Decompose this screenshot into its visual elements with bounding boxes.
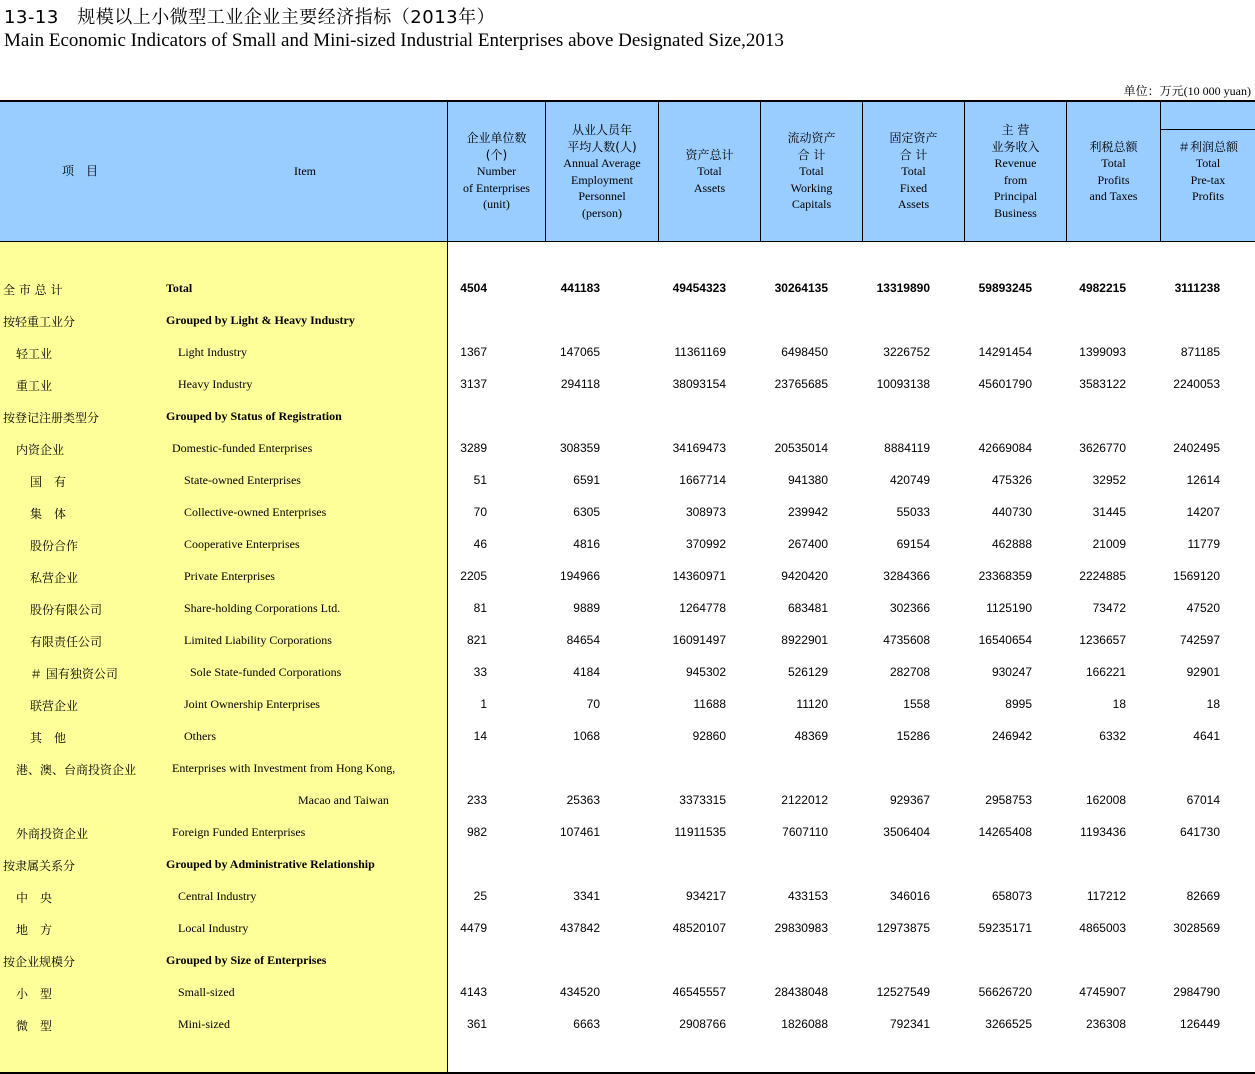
table-cell-value: 59235171 bbox=[978, 921, 1032, 935]
table-cell-value: 56626720 bbox=[978, 985, 1032, 999]
table-cell-value: 45601790 bbox=[978, 377, 1032, 391]
row-label-english: Macao and Taiwan bbox=[298, 793, 389, 807]
table-cell-value: 742597 bbox=[1179, 633, 1220, 647]
table-row bbox=[0, 529, 1255, 561]
header-column-english-line: Personnel bbox=[578, 189, 626, 203]
header-column-english-line: from bbox=[1003, 172, 1028, 187]
table-cell-value: 47520 bbox=[1186, 601, 1220, 615]
header-column-chinese-line: 主 营 bbox=[1001, 123, 1030, 137]
table-cell-value: 11688 bbox=[693, 697, 726, 711]
header-column-english-line: Revenue bbox=[994, 156, 1037, 170]
table-cell-value: 12527549 bbox=[876, 985, 930, 999]
table-cell-value: 2205 bbox=[460, 569, 487, 583]
table-cell-value: 147065 bbox=[559, 345, 600, 359]
header-column-label bbox=[685, 147, 733, 197]
row-label-chinese: 轻工业 bbox=[16, 347, 53, 361]
header-column-english-line: Working bbox=[790, 180, 833, 195]
table-cell-value: 73472 bbox=[1092, 601, 1126, 615]
header-item-english bbox=[250, 102, 360, 241]
row-label-chinese: 港、澳、台商投资企业 bbox=[16, 763, 137, 777]
table-cell-value: 8884119 bbox=[884, 441, 930, 455]
table-cell-value: 434520 bbox=[559, 985, 600, 999]
table-cell-value: 11361169 bbox=[674, 345, 726, 359]
header-column-label bbox=[463, 130, 530, 213]
header-column-english-line: Total bbox=[901, 164, 926, 179]
row-label-english: Limited Liability Corporations bbox=[184, 633, 332, 647]
table-cell-value: 2402495 bbox=[1173, 441, 1220, 455]
table-cell-value: 117212 bbox=[1086, 889, 1126, 903]
table-cell-value: 194966 bbox=[559, 569, 600, 583]
table-cell-value: 945302 bbox=[685, 665, 726, 679]
table-cell-value: 16091497 bbox=[672, 633, 726, 647]
table-cell-value: 67014 bbox=[1186, 793, 1220, 807]
table-row bbox=[0, 465, 1255, 497]
header-column-8 bbox=[1161, 102, 1255, 241]
header-column-english-line: Annual Average bbox=[563, 156, 641, 170]
row-label-chinese: 内资企业 bbox=[16, 443, 65, 457]
header-column-english-line: Pre-tax bbox=[1190, 172, 1226, 187]
header-column-3 bbox=[659, 102, 760, 241]
row-label-chinese: 股份有限公司 bbox=[30, 603, 103, 617]
table-cell-value: 2984790 bbox=[1173, 985, 1220, 999]
table-row bbox=[0, 785, 1255, 817]
header-column-chinese-line: 固定资产 bbox=[889, 131, 938, 146]
table-cell-value: 267400 bbox=[787, 537, 828, 551]
row-label-chinese: 集 体 bbox=[30, 507, 67, 521]
row-label-english: Domestic-funded Enterprises bbox=[172, 441, 313, 455]
table-title-english: Main Economic Indicators of Small and Mini-sized Industrial Enterprises above Designated Size,2013 bbox=[4, 30, 784, 51]
table-cell-value: 25 bbox=[473, 889, 487, 903]
table-cell-value: 3626770 bbox=[1079, 441, 1126, 455]
table-cell-value: 1264778 bbox=[679, 601, 726, 615]
table-cell-value: 282708 bbox=[889, 665, 930, 679]
table-row bbox=[0, 561, 1255, 593]
table-cell-value: 871185 bbox=[1180, 345, 1220, 359]
header-column-english-line: Capitals bbox=[791, 197, 832, 212]
table-cell-value: 4735608 bbox=[883, 633, 930, 647]
table-cell-value: 6663 bbox=[573, 1017, 600, 1031]
table-cell-value: 55033 bbox=[896, 505, 930, 519]
table-cell-value: 11779 bbox=[1187, 537, 1220, 551]
row-label-english: Total bbox=[166, 281, 193, 295]
table-cell-value: 2908766 bbox=[679, 1017, 726, 1031]
table-cell-value: 92860 bbox=[692, 729, 726, 743]
table-cell-value: 4816 bbox=[573, 537, 600, 551]
table-cell-value: 4865003 bbox=[1079, 921, 1126, 935]
table-cell-value: 3341 bbox=[573, 889, 600, 903]
table-cell-value: 1 bbox=[480, 697, 487, 711]
table-cell-value: 14265408 bbox=[978, 825, 1032, 839]
table-cell-value: 441183 bbox=[560, 281, 600, 295]
table-cell-value: 29830983 bbox=[774, 921, 828, 935]
header-column-label bbox=[563, 122, 640, 221]
table-cell-value: 930247 bbox=[991, 665, 1032, 679]
header-column-6 bbox=[965, 102, 1066, 241]
table-cell-value: 821 bbox=[466, 633, 487, 647]
table-cell-value: 2224885 bbox=[1079, 569, 1126, 583]
table-cell-value: 4143 bbox=[460, 985, 487, 999]
table-row bbox=[0, 689, 1255, 721]
table-cell-value: 14291454 bbox=[978, 345, 1032, 359]
header-column-english-line: and Taxes bbox=[1089, 189, 1138, 203]
row-label-english: Collective-owned Enterprises bbox=[184, 505, 327, 519]
table-cell-value: 126449 bbox=[1179, 1017, 1220, 1031]
row-label-english: State-owned Enterprises bbox=[184, 473, 301, 487]
table-row bbox=[0, 913, 1255, 945]
row-label-english: Central Industry bbox=[178, 889, 257, 903]
table-cell-value: 3373315 bbox=[679, 793, 726, 807]
table-cell-value: 6332 bbox=[1099, 729, 1126, 743]
table-cell-value: 34169473 bbox=[672, 441, 726, 455]
table-cell-value: 475326 bbox=[991, 473, 1032, 487]
row-label-english: Light Industry bbox=[178, 345, 247, 359]
header-column-5 bbox=[863, 102, 964, 241]
table-cell-value: 70 bbox=[473, 505, 487, 519]
row-label-english: Share-holding Corporations Ltd. bbox=[184, 601, 341, 615]
row-label-english: Others bbox=[184, 729, 216, 743]
table-cell-value: 166221 bbox=[1085, 665, 1126, 679]
table-cell-value: 46 bbox=[473, 537, 487, 551]
table-cell-value: 1667714 bbox=[679, 473, 726, 487]
header-column-2 bbox=[546, 102, 658, 241]
table-row bbox=[0, 625, 1255, 657]
header-column-4 bbox=[761, 102, 862, 241]
table-cell-value: 3284366 bbox=[883, 569, 930, 583]
unit-label bbox=[1124, 82, 1251, 99]
table-cell-value: 46545557 bbox=[672, 985, 726, 999]
table-cell-value: 84654 bbox=[566, 633, 600, 647]
header-column-chinese-line: 资产总计 bbox=[685, 147, 734, 162]
table-cell-value: 12614 bbox=[1186, 473, 1220, 487]
row-label-english: Enterprises with Investment from Hong Kong, bbox=[172, 761, 396, 775]
table-cell-value: 18 bbox=[1112, 697, 1126, 711]
header-column-english-line: Total bbox=[1101, 156, 1126, 170]
header-column-label bbox=[991, 122, 1039, 221]
table-cell-value: 3226752 bbox=[883, 345, 930, 359]
table-cell-value: 1367 bbox=[460, 345, 487, 359]
table-row bbox=[0, 977, 1255, 1009]
table-cell-value: 982 bbox=[466, 825, 487, 839]
table-row bbox=[0, 369, 1255, 401]
row-label-english: Foreign Funded Enterprises bbox=[172, 825, 306, 839]
row-label-english: Grouped by Light & Heavy Industry bbox=[166, 313, 355, 327]
row-label-chinese: 国 有 bbox=[30, 475, 67, 489]
table-cell-value: 658073 bbox=[991, 889, 1032, 903]
row-label-english: Cooperative Enterprises bbox=[184, 537, 300, 551]
table-cell-value: 302366 bbox=[889, 601, 930, 615]
unit-label-chinese: 单位：万元 bbox=[1123, 84, 1184, 98]
table-cell-value: 49454323 bbox=[672, 281, 726, 295]
table-cell-value: 420749 bbox=[889, 473, 930, 487]
row-label-english: Local Industry bbox=[178, 921, 249, 935]
table-cell-value: 246942 bbox=[991, 729, 1032, 743]
table-cell-value: 69154 bbox=[896, 537, 930, 551]
row-label-chinese: 按企业规模分 bbox=[3, 955, 76, 969]
table-cell-value: 23368359 bbox=[978, 569, 1032, 583]
header-column-english-line: Assets bbox=[693, 180, 726, 195]
header-column-english-line: Employment bbox=[570, 172, 633, 187]
table-cell-value: 8922901 bbox=[781, 633, 828, 647]
table-cell-value: 308359 bbox=[559, 441, 600, 455]
row-label-chinese: 其 他 bbox=[30, 731, 67, 745]
header-column-label bbox=[1089, 139, 1137, 205]
table-cell-value: 1193436 bbox=[1080, 825, 1126, 839]
header-column-english-line: Business bbox=[994, 205, 1037, 220]
table-cell-value: 1399093 bbox=[1079, 345, 1126, 359]
table-cell-value: 38093154 bbox=[672, 377, 726, 391]
table-cell-value: 4479 bbox=[460, 921, 487, 935]
table-cell-value: 233 bbox=[466, 793, 487, 807]
table-cell-value: 6305 bbox=[573, 505, 600, 519]
header-item-chinese-label: 项 目 bbox=[61, 164, 98, 179]
row-label-chinese: 按隶属关系分 bbox=[3, 859, 76, 873]
header-column-chinese-line: 合 计 bbox=[899, 147, 928, 162]
table-cell-value: 81 bbox=[473, 601, 487, 615]
header-column-english-line: Total bbox=[799, 164, 824, 179]
table-row bbox=[0, 721, 1255, 753]
table-cell-value: 48520107 bbox=[672, 921, 726, 935]
table-cell-value: 18 bbox=[1206, 697, 1220, 711]
header-column-chinese-line: (个) bbox=[485, 147, 508, 162]
table-cell-value: 13319890 bbox=[876, 281, 930, 295]
row-label-chinese: 中 央 bbox=[16, 891, 53, 905]
row-label-chinese: 有限责任公司 bbox=[30, 635, 103, 649]
table-cell-value: 82669 bbox=[1186, 889, 1220, 903]
table-cell-value: 1558 bbox=[903, 697, 930, 711]
row-label-chinese: 按轻重工业分 bbox=[3, 315, 76, 329]
table-row bbox=[0, 497, 1255, 529]
table-row bbox=[0, 593, 1255, 625]
row-label-chinese: 外商投资企业 bbox=[16, 827, 89, 841]
header-column-chinese-line: 业务收入 bbox=[991, 139, 1040, 154]
table-cell-value: 1826088 bbox=[781, 1017, 828, 1031]
table-row bbox=[0, 849, 1255, 881]
table-row bbox=[0, 945, 1255, 977]
header-column-chinese-line: ＃利润总额 bbox=[1177, 139, 1238, 154]
table-cell-value: 6591 bbox=[573, 473, 600, 487]
table-row bbox=[0, 657, 1255, 689]
row-label-english: Private Enterprises bbox=[184, 569, 275, 583]
row-label-chinese: 重工业 bbox=[16, 379, 53, 393]
row-label-chinese: ＃ 国有独资公司 bbox=[30, 667, 118, 681]
row-label-english: Joint Ownership Enterprises bbox=[184, 697, 320, 711]
header-column-english-line: (person) bbox=[582, 205, 622, 220]
header-column-english-line: Total bbox=[697, 164, 722, 179]
table-cell-value: 32952 bbox=[1092, 473, 1126, 487]
table-cell-value: 51 bbox=[473, 473, 487, 487]
table-cell-value: 92901 bbox=[1186, 665, 1220, 679]
table-cell-value: 6498450 bbox=[781, 345, 828, 359]
row-label-chinese: 联营企业 bbox=[30, 699, 79, 713]
unit-label-english: (10 000 yuan) bbox=[1183, 84, 1251, 98]
header-column-english-line: Number bbox=[476, 164, 517, 179]
header-column-english-line: Total bbox=[1195, 156, 1221, 170]
header-column-chinese-line: 合 计 bbox=[797, 147, 826, 162]
table-cell-value: 2240053 bbox=[1173, 377, 1220, 391]
table-cell-value: 48369 bbox=[794, 729, 828, 743]
table-cell-value: 4504 bbox=[460, 281, 487, 295]
row-label-chinese: 股份合作 bbox=[30, 539, 79, 553]
table-cell-value: 2122012 bbox=[781, 793, 828, 807]
row-label-chinese: 微 型 bbox=[16, 1019, 53, 1033]
table-header bbox=[0, 102, 1255, 241]
table-cell-value: 1236657 bbox=[1079, 633, 1126, 647]
table-cell-value: 30264135 bbox=[774, 281, 828, 295]
table-cell-value: 440730 bbox=[991, 505, 1032, 519]
table-cell-value: 3266525 bbox=[985, 1017, 1032, 1031]
table-cell-value: 42669084 bbox=[978, 441, 1032, 455]
header-column-label bbox=[1178, 139, 1238, 205]
header-column-label bbox=[889, 130, 937, 213]
header-column-english-line: Assets bbox=[897, 197, 930, 212]
table-row bbox=[0, 817, 1255, 849]
table-cell-value: 1569120 bbox=[1173, 569, 1220, 583]
table-row bbox=[0, 401, 1255, 433]
table-row bbox=[0, 881, 1255, 913]
table-cell-value: 239942 bbox=[787, 505, 828, 519]
table-cell-value: 3111238 bbox=[1174, 281, 1220, 295]
table-cell-value: 59893245 bbox=[978, 281, 1032, 295]
header-column-english-line: of Enterprises bbox=[463, 180, 530, 195]
header-column-english-line: Principal bbox=[993, 189, 1038, 203]
table-cell-value: 1068 bbox=[573, 729, 600, 743]
header-column-chinese-line: 流动资产 bbox=[787, 131, 836, 146]
table-cell-value: 526129 bbox=[787, 665, 828, 679]
row-label-chinese: 地 方 bbox=[16, 923, 53, 937]
table-cell-value: 683481 bbox=[787, 601, 828, 615]
header-column-english-line: Fixed bbox=[899, 180, 928, 195]
header-column-english-line: Profits bbox=[1097, 172, 1130, 187]
table-cell-value: 20535014 bbox=[774, 441, 828, 455]
row-label-english: Heavy Industry bbox=[178, 377, 253, 391]
table-cell-value: 4184 bbox=[573, 665, 600, 679]
table-cell-value: 934217 bbox=[685, 889, 726, 903]
table-cell-value: 107461 bbox=[559, 825, 600, 839]
table-cell-value: 33 bbox=[473, 665, 487, 679]
table-cell-value: 236308 bbox=[1085, 1017, 1126, 1031]
header-column-english-line: Profits bbox=[1191, 189, 1224, 203]
table-cell-value: 941380 bbox=[787, 473, 828, 487]
row-label-chinese: 私营企业 bbox=[30, 571, 79, 585]
header-column-chinese-line: 企业单位数 bbox=[466, 131, 527, 146]
table-cell-value: 3289 bbox=[460, 441, 487, 455]
table-cell-value: 4982215 bbox=[1079, 281, 1126, 295]
header-item-english-label: Item bbox=[294, 164, 316, 179]
table-cell-value: 3137 bbox=[460, 377, 487, 391]
table-row bbox=[0, 273, 1255, 305]
table-cell-value: 11120 bbox=[796, 697, 828, 711]
table-cell-value: 2958753 bbox=[985, 793, 1032, 807]
table-cell-value: 11911535 bbox=[674, 825, 726, 839]
table-cell-value: 4745907 bbox=[1079, 985, 1126, 999]
row-label-chinese: 按登记注册类型分 bbox=[3, 411, 100, 425]
header-column-7 bbox=[1067, 102, 1160, 241]
table-cell-value: 25363 bbox=[566, 793, 600, 807]
table-cell-value: 3583122 bbox=[1079, 377, 1126, 391]
table-row bbox=[0, 753, 1255, 785]
table-cell-value: 31445 bbox=[1092, 505, 1126, 519]
row-label-chinese: 小 型 bbox=[16, 987, 53, 1001]
table-cell-value: 14 bbox=[473, 729, 487, 743]
table-cell-value: 7607110 bbox=[782, 825, 828, 839]
table-cell-value: 15286 bbox=[896, 729, 930, 743]
table-cell-value: 23765685 bbox=[774, 377, 828, 391]
table-cell-value: 9420420 bbox=[781, 569, 828, 583]
table-cell-value: 14207 bbox=[1186, 505, 1220, 519]
table-cell-value: 8995 bbox=[1005, 697, 1032, 711]
row-label-english: Sole State-funded Corporations bbox=[190, 665, 342, 679]
table-cell-value: 792341 bbox=[889, 1017, 930, 1031]
header-column-chinese-line: 从业人员年 bbox=[571, 123, 632, 137]
header-column-english-line: (unit) bbox=[483, 197, 510, 212]
header-subrule bbox=[1160, 129, 1255, 130]
table-cell-value: 308973 bbox=[685, 505, 726, 519]
table-cell-value: 3028569 bbox=[1173, 921, 1220, 935]
table-cell-value: 14360971 bbox=[672, 569, 726, 583]
table-row bbox=[0, 337, 1255, 369]
header-column-label bbox=[787, 130, 835, 213]
table-row bbox=[0, 305, 1255, 337]
header-column-chinese-line: 利税总额 bbox=[1089, 139, 1138, 154]
header-column-1 bbox=[448, 102, 545, 241]
table-cell-value: 433153 bbox=[787, 889, 828, 903]
row-label-english: Grouped by Size of Enterprises bbox=[166, 953, 327, 967]
table-cell-value: 16540654 bbox=[978, 633, 1032, 647]
table-title-chinese: 13-13 规模以上小微型工业企业主要经济指标（2013年） bbox=[4, 7, 496, 28]
table-cell-value: 437842 bbox=[559, 921, 600, 935]
header-item-chinese bbox=[40, 102, 120, 241]
table-cell-value: 70 bbox=[586, 697, 600, 711]
table-row bbox=[0, 433, 1255, 465]
table-cell-value: 462888 bbox=[991, 537, 1032, 551]
row-label-chinese: 全 市 总 计 bbox=[3, 283, 63, 297]
table-cell-value: 346016 bbox=[889, 889, 930, 903]
table-cell-value: 4641 bbox=[1193, 729, 1220, 743]
row-label-english: Mini-sized bbox=[178, 1017, 230, 1031]
table-cell-value: 361 bbox=[466, 1017, 487, 1031]
table-cell-value: 9889 bbox=[573, 601, 600, 615]
table-cell-value: 10093138 bbox=[876, 377, 930, 391]
table-row bbox=[0, 1009, 1255, 1041]
table-cell-value: 21009 bbox=[1092, 537, 1126, 551]
table-cell-value: 641730 bbox=[1179, 825, 1220, 839]
table-cell-value: 3506404 bbox=[883, 825, 930, 839]
table-cell-value: 162008 bbox=[1085, 793, 1126, 807]
row-label-english: Small-sized bbox=[178, 985, 235, 999]
table-cell-value: 1125190 bbox=[986, 601, 1032, 615]
header-column-chinese-line: 平均人数(人) bbox=[567, 139, 637, 154]
table-cell-value: 28438048 bbox=[774, 985, 828, 999]
row-label-english: Grouped by Administrative Relationship bbox=[166, 857, 375, 871]
table-cell-value: 12973875 bbox=[876, 921, 930, 935]
row-label-english: Grouped by Status of Registration bbox=[166, 409, 342, 423]
table-cell-value: 370992 bbox=[685, 537, 726, 551]
table-cell-value: 929367 bbox=[889, 793, 930, 807]
table-cell-value: 294118 bbox=[560, 377, 600, 391]
